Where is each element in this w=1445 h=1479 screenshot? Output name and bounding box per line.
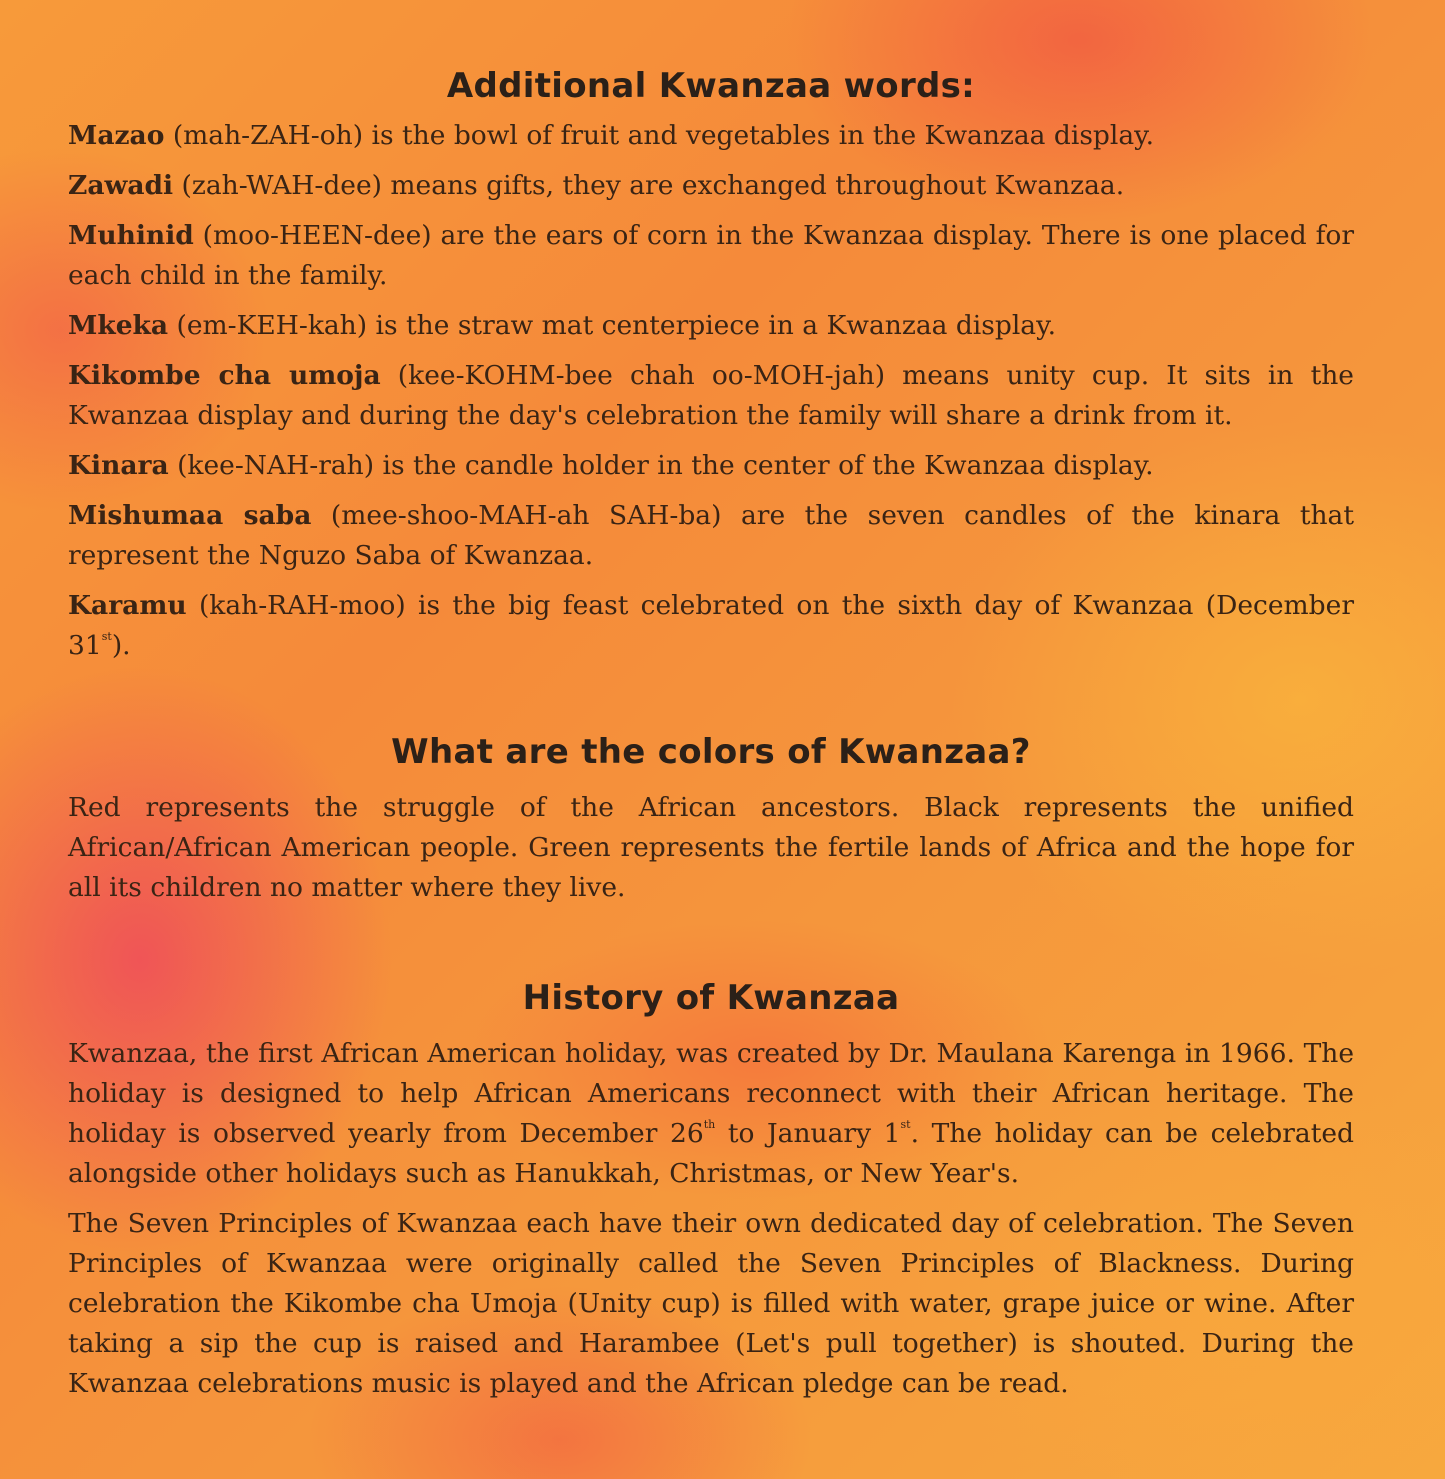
colors-paragraph: Red represents the struggle of the African ancestors. Black represents the unified African/African American people. Green represents the fertile lands of Africa and the hope for all its children no matter where they live. (68, 792, 1354, 903)
definition-term: Kinara (68, 450, 169, 481)
history-text-b: to January 1 (715, 1118, 901, 1149)
definition-term: Mazao (68, 120, 165, 151)
definitions-list (68, 116, 1354, 666)
definition-item (68, 496, 1354, 576)
history-text-a: Kwanzaa, the first African American holiday, was created by Dr. Maulana Karenga in 1966. The holiday is designed to help African Americans reconnect with their African heritage. The holiday is observed yearly from December 26 (68, 1038, 1354, 1149)
definition-item (68, 356, 1354, 436)
history-body (68, 1034, 1354, 1404)
definition-term: Karamu (68, 590, 187, 621)
definition-term: Mishumaa saba (68, 500, 312, 531)
definition-text-end: ). (111, 630, 131, 661)
ordinal-suffix: th (703, 1118, 716, 1131)
definition-term: Kikombe cha umoja (68, 360, 381, 391)
ordinal-suffix: st (900, 1118, 911, 1131)
history-paragraph-1 (68, 1034, 1354, 1194)
definition-text: (em-KEH-kah) is the straw mat centerpiece in a Kwanzaa display. (168, 310, 1056, 341)
definition-item (68, 216, 1354, 296)
heading-history: History of Kwanzaa (522, 978, 900, 1018)
definition-term: Mkeka (68, 310, 169, 341)
definition-text: (zah-WAH-dee) means gifts, they are exchanged throughout Kwanzaa. (173, 170, 1125, 201)
definition-item (68, 116, 1354, 156)
definition-text: (kah-RAH-moo) is the big feast celebrated on the sixth day of Kwanzaa (December 31 (68, 590, 1354, 661)
history-text-c: . The holiday can be celebrated alongside other holidays such as Hanukkah, Christmas, or New Year's. (68, 1118, 1354, 1189)
definition-text: (kee-KOHM-bee chah oo-MOH-jah) means unity cup. It sits in the Kwanzaa display and during the day's celebration the family will share a drink from it. (68, 360, 1354, 431)
heading-colors: What are the colors of Kwanzaa? (391, 732, 1031, 772)
definition-item (68, 446, 1354, 486)
definition-item (68, 586, 1354, 666)
definition-text: (mah-ZAH-oh) is the bowl of fruit and vegetables in the Kwanzaa display. (164, 120, 1155, 151)
definition-item (68, 166, 1354, 206)
definition-term: Muhinid (68, 220, 194, 251)
ordinal-suffix: st (101, 630, 112, 643)
heading-additional-words: Additional Kwanzaa words: (446, 66, 976, 106)
definition-text: (moo-HEEN-dee) are the ears of corn in the Kwanzaa display. There is one placed for each child in the family. (68, 220, 1354, 291)
definition-text: (kee-NAH-rah) is the candle holder in the center of the Kwanzaa display. (168, 450, 1154, 481)
page-content (68, 66, 1354, 1404)
definition-text: (mee-shoo-MAH-ah SAH-ba) are the seven candles of the kinara that represent the Nguzo Saba of Kwanzaa. (68, 500, 1354, 571)
definition-item (68, 306, 1354, 346)
history-paragraph-2: The Seven Principles of Kwanzaa each have their own dedicated day of celebration. The Seven Principles of Kwanzaa were originally called the Seven Principles of Blackness. During celebration the Kikombe cha Umoja (Unity cup) is filled with water, grape juice or wine. After taking a sip the cup is raised and Harambee (Let's pull together) is shouted. During the Kwanzaa celebrations music is played and the African pledge can be read. (68, 1208, 1354, 1399)
definition-term: Zawadi (68, 170, 174, 201)
